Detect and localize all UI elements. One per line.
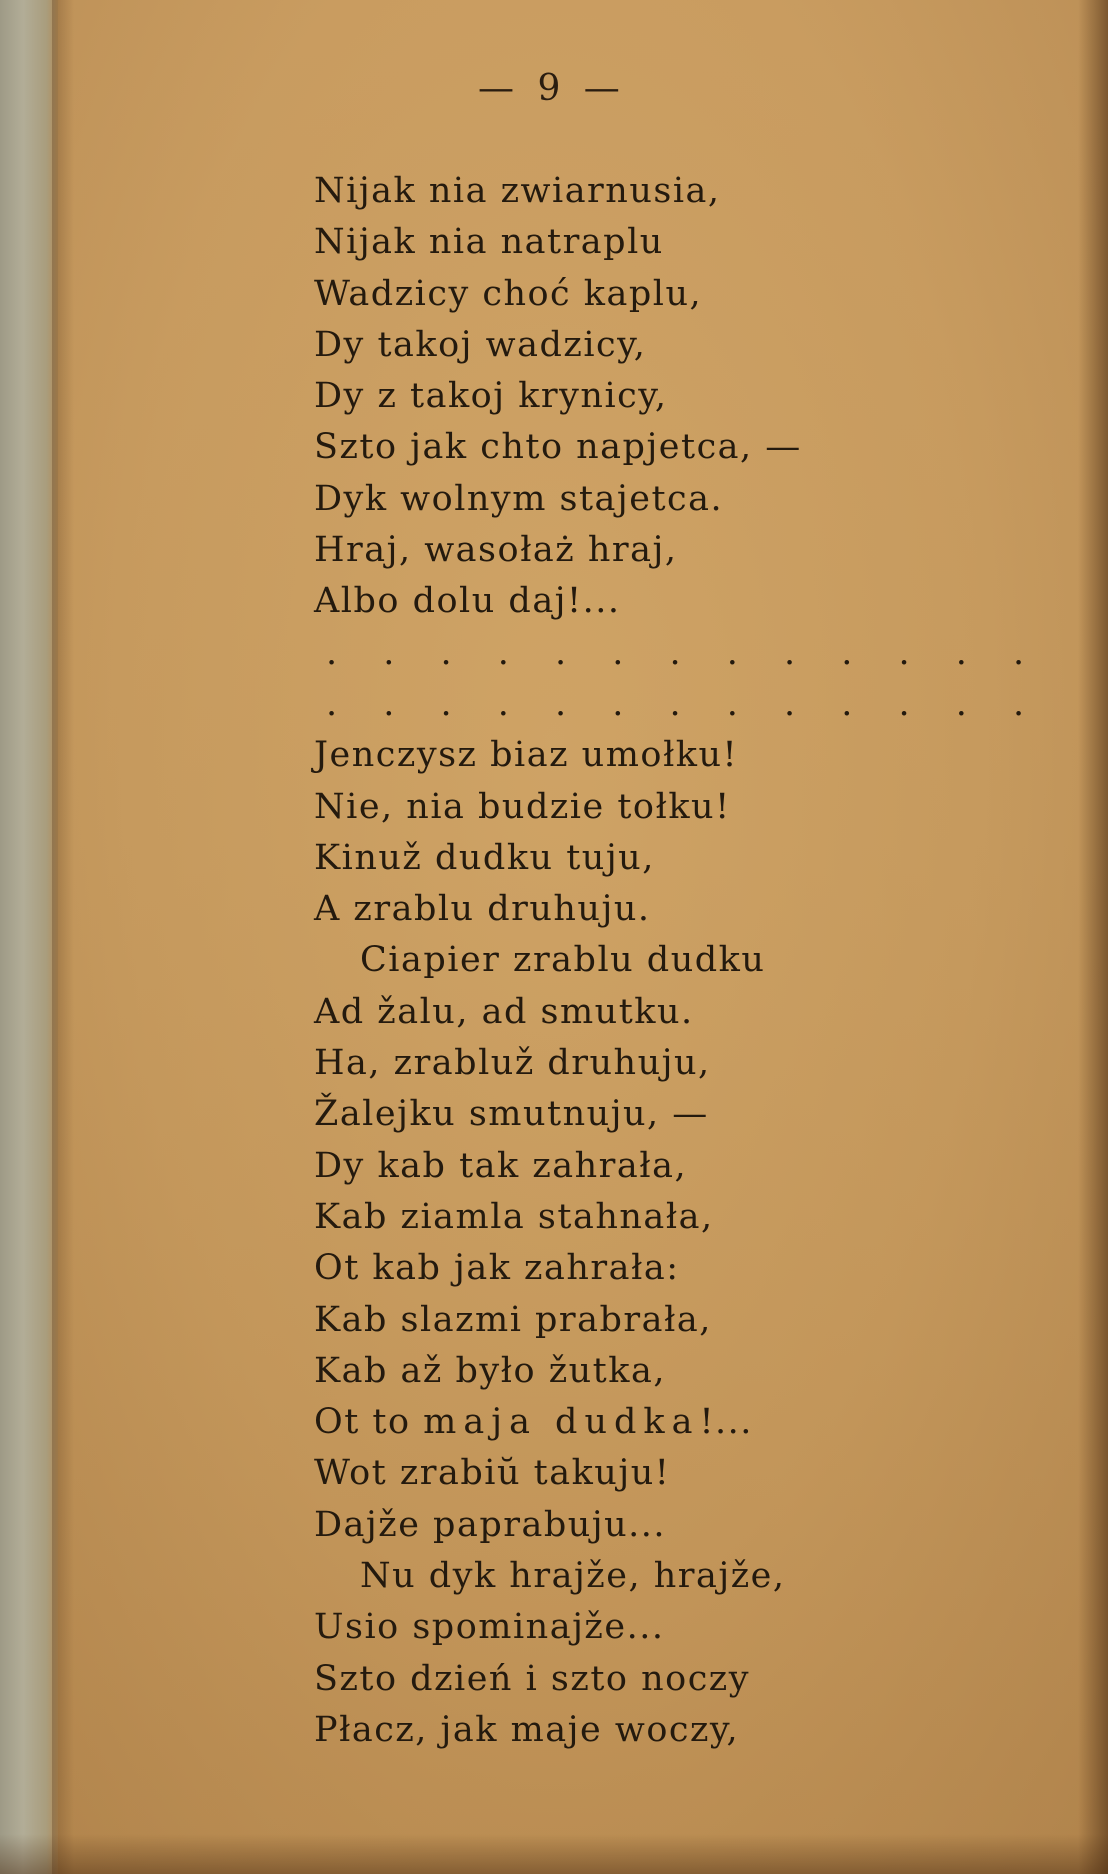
poem-line: Ad žalu, ad smutku. [314, 991, 694, 1032]
poem-line: Dy kab tak zahrała, [314, 1145, 688, 1186]
poem-line-indented: Ciapier zrablu dudku [360, 940, 766, 981]
poem-line-emphasis [314, 1397, 1074, 1448]
poem-line: Nijak nia zwiarnusia, [314, 171, 721, 211]
poem-line: Szto jak chto napjetca, — [314, 427, 802, 468]
ellipsis-row: . . . . . . . . . . . . . [326, 632, 1042, 673]
poem-line: Dyk wolnym stajetca. [314, 478, 724, 519]
emphasis-prefix: Ot to [314, 1402, 424, 1443]
poem-line: Wadzicy choć kaplu, [314, 273, 703, 314]
poem-line: Kab ziamla stahnała, [314, 1196, 714, 1237]
emphasis-suffix: !... [699, 1402, 753, 1443]
poem-line: Albo dolu daj!... [314, 581, 621, 622]
ellipsis-row: . . . . . . . . . . . . . [326, 683, 1042, 724]
poem-line: Jenczysz biaz umołku! [314, 735, 739, 776]
right-page-edge [1078, 0, 1108, 1874]
binding-strip [0, 0, 58, 1874]
page-edge-shadow [52, 0, 74, 1874]
poem-line: Kinuž dudku tuju, [314, 837, 655, 878]
poem-line-indented: Nu dyk hrajže, hrajže, [360, 1556, 786, 1597]
poem-line: Szto dzień i szto noczy [314, 1658, 751, 1699]
poem-line: Płacz, jak maje woczy, [314, 1709, 740, 1750]
poem-line: Nie, nia budzie tołku! [314, 786, 731, 827]
poem-line: Kab slazmi prabrała, [314, 1299, 712, 1340]
poem-line: A zrablu druhuju. [314, 889, 651, 930]
poem-line: Ha, zrabluž druhuju, [314, 1043, 711, 1084]
poem-line: Žalejku smutnuju, — [314, 1094, 709, 1135]
poem-line: Wot zrabiŭ takuju! [314, 1453, 671, 1494]
poem-line: Dy takoj wadzicy, [314, 324, 647, 365]
page-number: — 9 — [478, 68, 626, 109]
poem-line: Kab až było žutka, [314, 1350, 666, 1391]
poem-line: Hraj, wasołaż hraj, [314, 530, 678, 571]
bottom-page-edge [0, 1834, 1108, 1874]
poem-line: Nijak nia natraplu [314, 222, 664, 263]
poem-line: Usio spominajže... [314, 1607, 665, 1648]
poem-line: Dy z takoj krynicy, [314, 376, 668, 417]
poem-text [314, 166, 1074, 1756]
emphasis-spaced-words: maja dudka [423, 1402, 700, 1443]
poem-line: Ot kab jak zahrała: [314, 1248, 680, 1289]
poem-line: Dajže paprabuju... [314, 1504, 667, 1545]
